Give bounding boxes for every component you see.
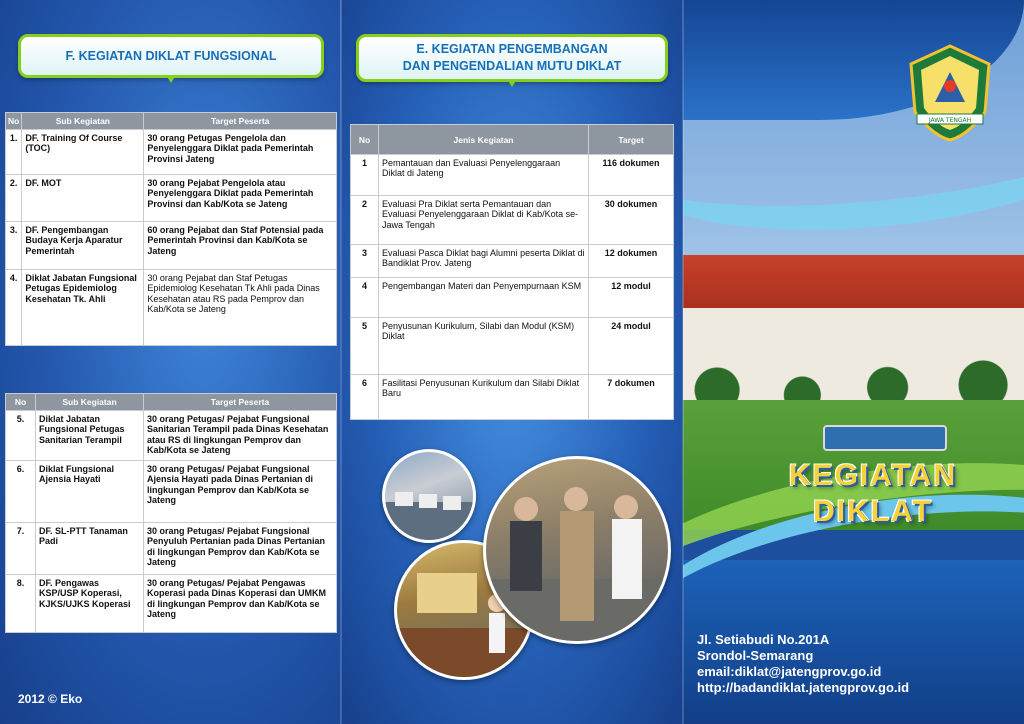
row-no: 6.	[6, 461, 36, 523]
table-pengembangan-mutu	[350, 124, 674, 420]
col-no: No	[6, 113, 22, 130]
row-target: 116 dokumen	[589, 155, 674, 196]
award-photo-icon	[486, 459, 668, 641]
table-header-row	[6, 394, 337, 411]
fold-line-2	[682, 0, 684, 724]
row-target: 30 orang Pejabat dan Staf Petugas Epidemiolog Kesehatan Tk Ahli pada Dinas Kesehatan atau RS pada Pemprov dan Kab/Kota se Jateng	[144, 270, 337, 346]
row-sub: DF. Training Of Course (TOC)	[22, 130, 144, 175]
table-row	[351, 155, 674, 196]
row-target: 30 orang Petugas/ Pejabat Fungsional Penyuluh Pertanian pada Dinas Pertanian di lingkungan Pemprov dan Kab/Kota se Jateng	[144, 523, 337, 575]
table-row	[6, 461, 337, 523]
col-target-peserta: Target Peserta	[144, 394, 337, 411]
logo-text: JAWA TENGAH	[928, 117, 972, 124]
section-e-heading-line1: E. KEGIATAN PENGEMBANGAN	[416, 42, 608, 56]
col-sub-kegiatan: Sub Kegiatan	[36, 394, 144, 411]
table-row	[6, 523, 337, 575]
heading-pointer-icon	[166, 75, 176, 83]
row-target: 24 modul	[589, 318, 674, 375]
cover-title-line1: KEGIATAN	[788, 459, 958, 492]
classroom-photo-icon	[385, 452, 473, 540]
row-no: 6	[351, 375, 379, 420]
row-kegiatan: Evaluasi Pra Diklat serta Pemantauan dan Evaluasi Penyelenggaraan Diklat di Kab/Kota se-Jawa Tengah	[379, 196, 589, 245]
row-no: 2.	[6, 175, 22, 222]
row-no: 5	[351, 318, 379, 375]
row-kegiatan: Evaluasi Pasca Diklat bagi Alumni peserta Diklat di Bandiklat Prov. Jateng	[379, 245, 589, 278]
contact-address-line1: Jl. Setiabudi No.201A	[697, 632, 830, 647]
row-kegiatan: Pemantauan dan Evaluasi Penyelenggaraan Diklat di Jateng	[379, 155, 589, 196]
col-sub-kegiatan: Sub Kegiatan	[22, 113, 144, 130]
row-no: 4	[351, 278, 379, 318]
contact-address-line2: Srondol-Semarang	[697, 648, 814, 663]
table-row	[6, 270, 337, 346]
table-header-row	[6, 113, 337, 130]
heading-pointer-icon	[507, 79, 517, 87]
row-target: 7 dokumen	[589, 375, 674, 420]
row-no: 3	[351, 245, 379, 278]
row-no: 1	[351, 155, 379, 196]
photo-classroom	[382, 449, 476, 543]
row-kegiatan: Penyusunan Kurikulum, Silabi dan Modul (KSM) Diklat	[379, 318, 589, 375]
row-target: 30 orang Petugas/ Pejabat Pengawas Koperasi pada Dinas Koperasi dan UMKM di lingkungan Pemprov dan Kab/Kota se Jateng	[144, 575, 337, 633]
row-no: 3.	[6, 222, 22, 270]
row-no: 8.	[6, 575, 36, 633]
row-sub: DF. Pengawas KSP/USP Koperasi, KJKS/UJKS Koperasi	[36, 575, 144, 633]
col-no: No	[351, 125, 379, 155]
section-f-heading-text: F. KEGIATAN DIKLAT FUNGSIONAL	[65, 49, 277, 63]
fold-line-1	[340, 0, 342, 724]
row-no: 5.	[6, 411, 36, 461]
table-row	[351, 318, 674, 375]
table-row	[6, 175, 337, 222]
row-sub: DF. Pengembangan Budaya Kerja Aparatur Pemerintah	[22, 222, 144, 270]
copyright-text: 2012 © Eko	[18, 692, 83, 706]
row-sub: DF. MOT	[22, 175, 144, 222]
row-no: 7.	[6, 523, 36, 575]
table-row	[6, 222, 337, 270]
panel-left	[0, 0, 340, 724]
row-no: 1.	[6, 130, 22, 175]
row-target: 30 dokumen	[589, 196, 674, 245]
col-target-peserta: Target Peserta	[144, 113, 337, 130]
row-no: 4.	[6, 270, 22, 346]
table-row	[351, 196, 674, 245]
section-e-heading-line2: DAN PENGENDALIAN MUTU DIKLAT	[402, 59, 622, 73]
building-roof	[683, 255, 1024, 310]
row-sub: Diklat Jabatan Fungsional Petugas Sanitarian Terampil	[36, 411, 144, 461]
table-row	[6, 130, 337, 175]
jawa-tengah-emblem-icon	[905, 42, 995, 142]
table-header-row	[351, 125, 674, 155]
panel-cover	[683, 0, 1024, 724]
section-e-heading	[356, 34, 668, 82]
row-sub: DF. SL-PTT Tanaman Padi	[36, 523, 144, 575]
row-kegiatan: Pengembangan Materi dan Penyempurnaan KSM	[379, 278, 589, 318]
table-row	[351, 278, 674, 318]
row-target: 60 orang Pejabat dan Staf Potensial pada Pemerintah Provinsi dan Kab/Kota se Jateng	[144, 222, 337, 270]
contact-block	[697, 632, 909, 696]
section-f-heading	[18, 34, 324, 78]
contact-email[interactable]: email:diklat@jatengprov.go.id	[697, 664, 882, 679]
row-target: 12 dokumen	[589, 245, 674, 278]
table-row	[6, 411, 337, 461]
col-no: No	[6, 394, 36, 411]
table-row	[6, 575, 337, 633]
row-target: 12 modul	[589, 278, 674, 318]
table-diklat-fungsional-2	[5, 393, 337, 633]
row-sub: Diklat Jabatan Fungsional Petugas Epidemiolog Kesehatan Tk. Ahli	[22, 270, 144, 346]
row-no: 2	[351, 196, 379, 245]
col-target: Target	[589, 125, 674, 155]
row-target: 30 orang Petugas Pengelola dan Penyelenggara Diklat pada Pemerintah Provinsi Jateng	[144, 130, 337, 175]
cover-title	[773, 458, 973, 530]
contact-website[interactable]: http://badandiklat.jatengprov.go.id	[697, 680, 910, 695]
row-target: 30 orang Petugas/ Pejabat Fungsional Sanitarian Terampil pada Dinas Kesehatan atau RS di lingkungan Pemprov dan Kab/Kota se Jateng	[144, 411, 337, 461]
row-target: 30 orang Pejabat Pengelola atau Penyelenggara Diklat pada Pemerintah Provinsi dan Kab/Kota se Jateng	[144, 175, 337, 222]
table-row	[351, 375, 674, 420]
row-kegiatan: Fasilitasi Penyusunan Kurikulum dan Silabi Diklat Baru	[379, 375, 589, 420]
photo-award-ceremony	[483, 456, 671, 644]
table-row	[351, 245, 674, 278]
row-sub: Diklat Fungsional Ajensia Hayati	[36, 461, 144, 523]
cover-title-line2: DIKLAT	[813, 495, 933, 528]
col-jenis-kegiatan: Jenis Kegiatan	[379, 125, 589, 155]
building-sign	[823, 425, 947, 451]
table-diklat-fungsional-1	[5, 112, 337, 346]
row-target: 30 orang Petugas/ Pejabat Fungsional Ajensia Hayati pada Dinas Pertanian di lingkungan Pemprov dan Kab/Kota se Jateng	[144, 461, 337, 523]
